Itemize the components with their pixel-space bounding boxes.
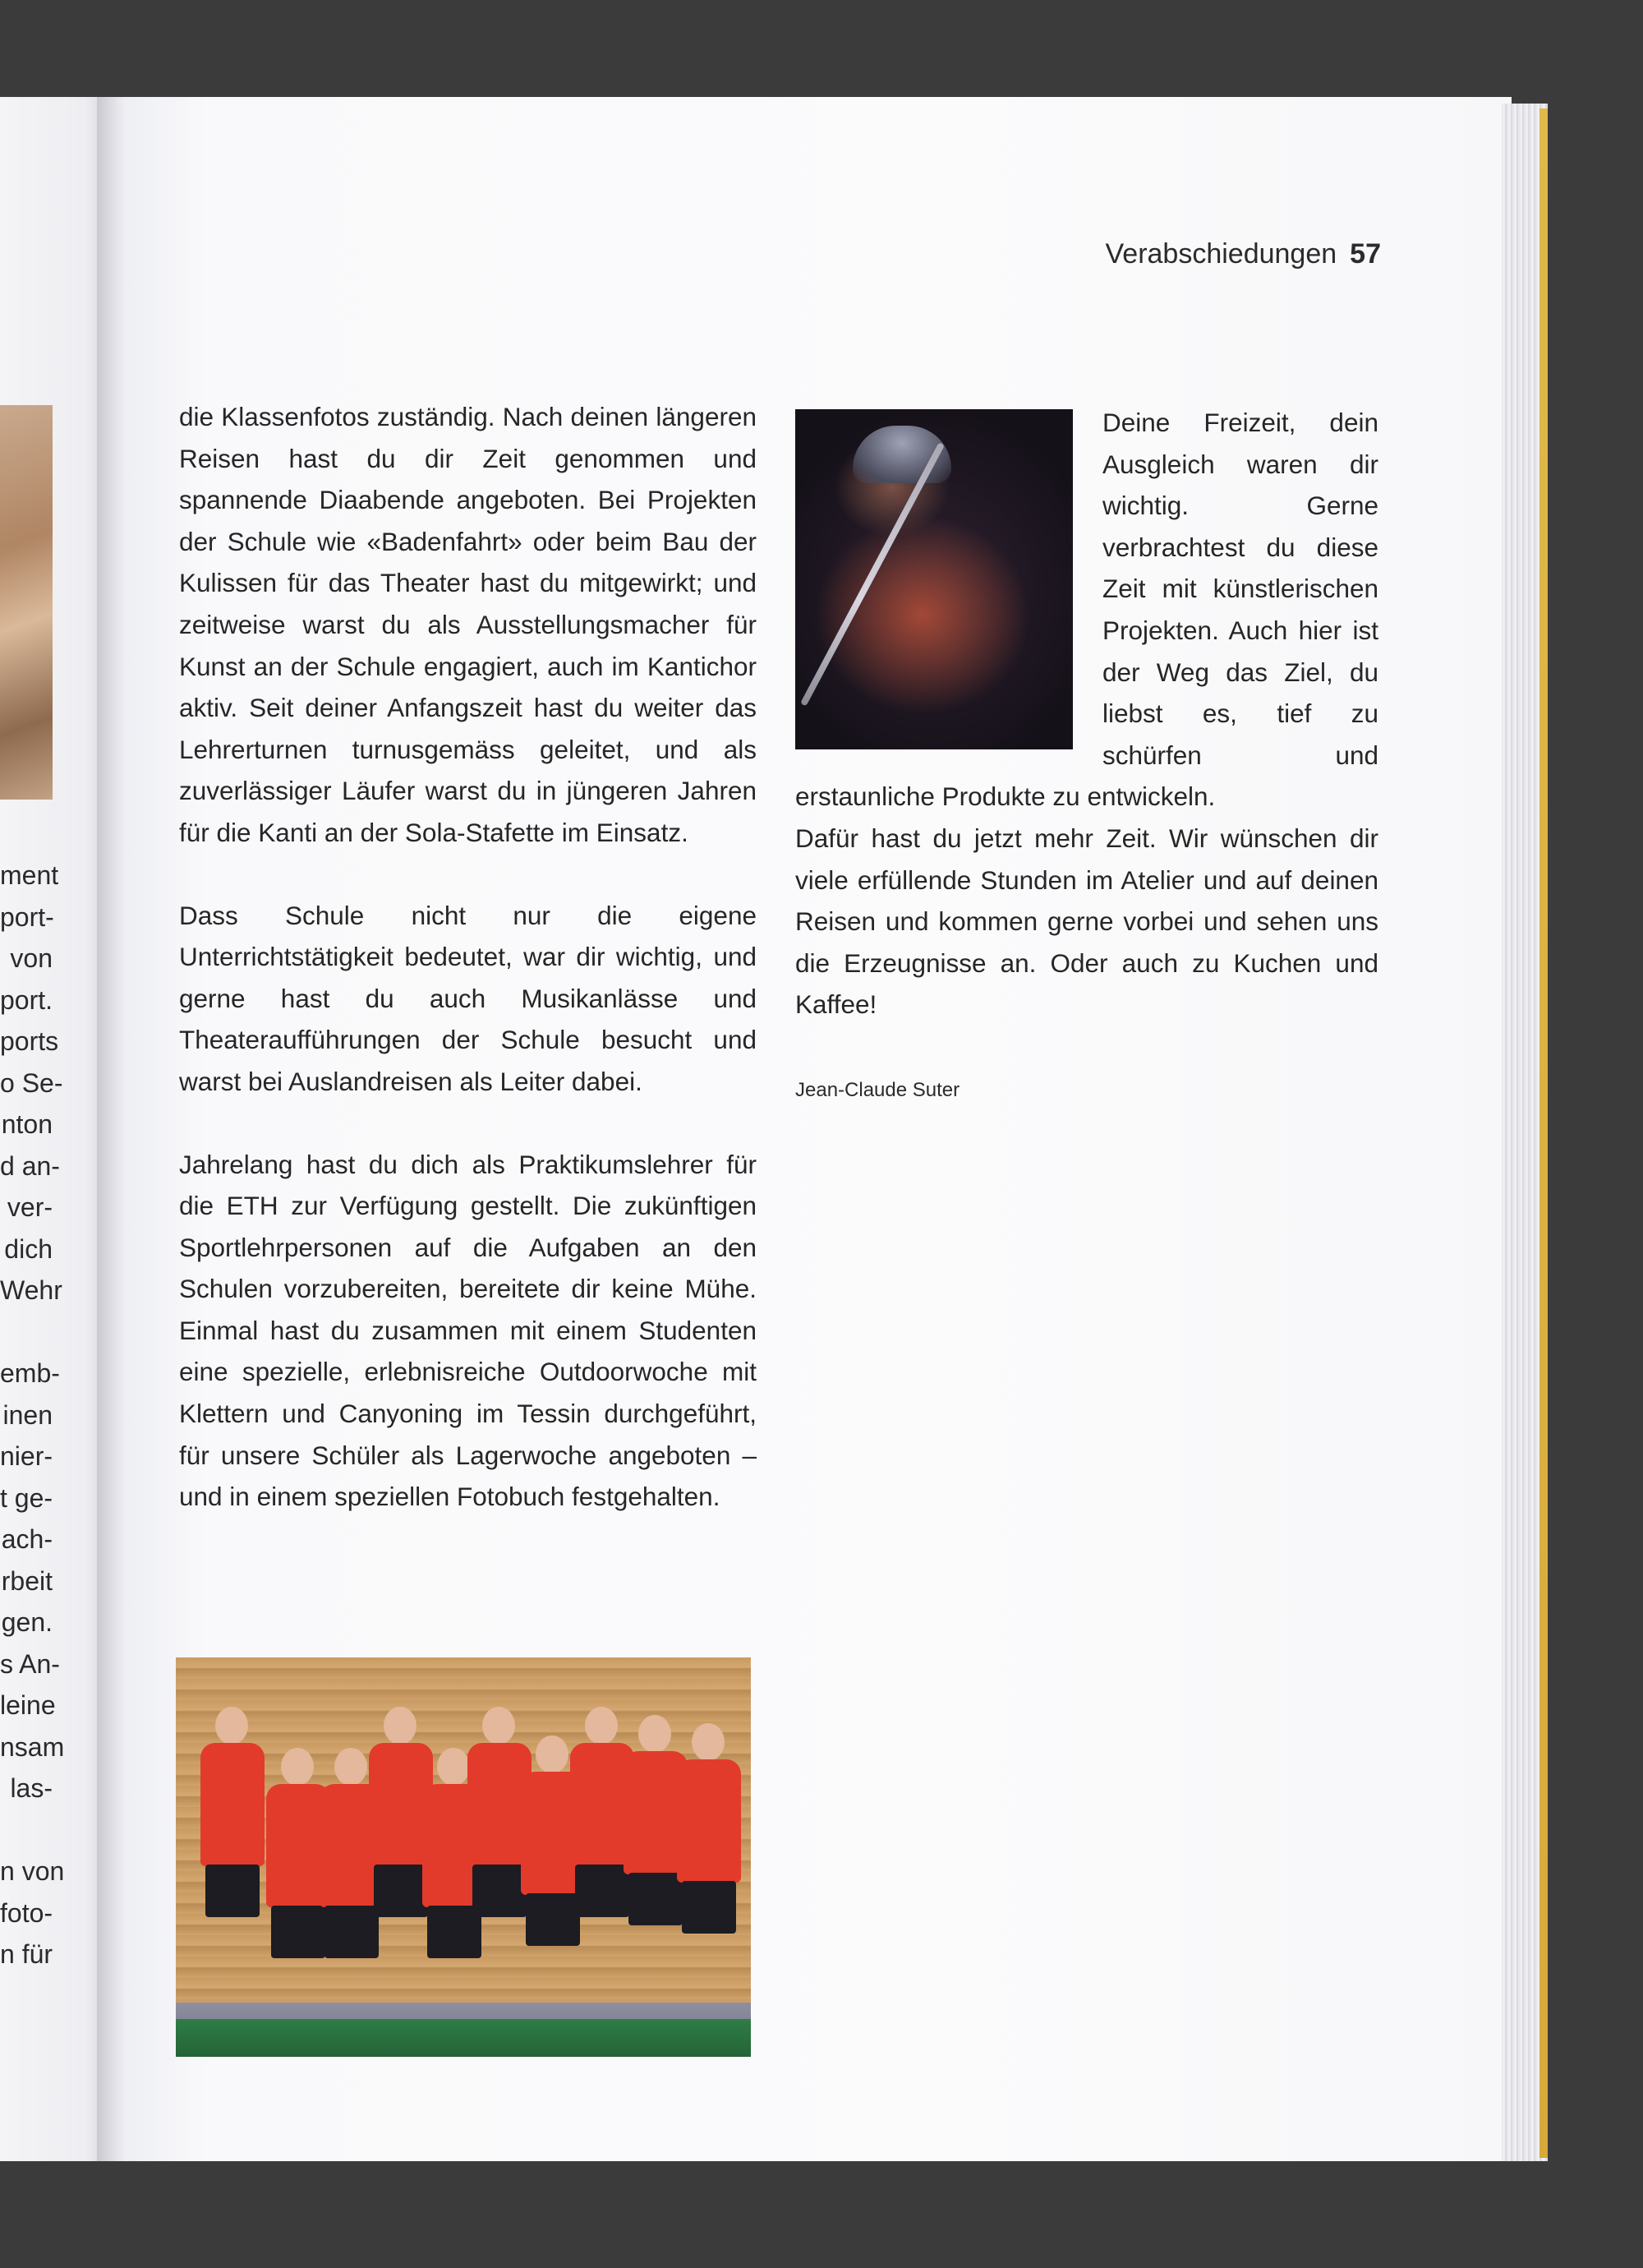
left-column bbox=[179, 396, 757, 1518]
right-column bbox=[795, 402, 1378, 1026]
person-shorts bbox=[324, 1906, 379, 1958]
team-group-photo bbox=[176, 1657, 751, 2057]
running-head bbox=[1081, 238, 1381, 270]
section-title: Verabschiedungen bbox=[1105, 238, 1337, 270]
person-head bbox=[215, 1707, 248, 1745]
person-jersey bbox=[677, 1759, 741, 1883]
person-head bbox=[585, 1707, 618, 1745]
person-head bbox=[437, 1748, 470, 1786]
left-page-fragment: foto- bbox=[0, 1897, 53, 1928]
paragraph: Jahrelang hast du dich als Praktikumslehrer für die ETH zur Verfügung gestellt. Die zukünftigen Sportlehrpersonen auf die Aufgaben an den Schulen vorzubereiten, bereitete dir keine Mühe. Einmal hast du zusammen mit einem Studenten eine spezielle, erlebnisreiche Outdoorwoche mit Klettern und Canyoning im Tessin durchgeführt, für unsere Schüler als Lagerwoche angeboten – und in einem speziellen Fotobuch festgehalten. bbox=[179, 1149, 757, 1512]
left-page-fragment bbox=[0, 1809, 53, 1851]
left-page-fragment: emb- bbox=[0, 1358, 60, 1388]
violinist-photo bbox=[795, 409, 1073, 749]
page-edge-highlight bbox=[1539, 108, 1548, 2158]
author-signature: Jean-Claude Suter bbox=[795, 1079, 960, 1101]
person-head bbox=[536, 1736, 568, 1773]
person-shorts bbox=[682, 1881, 736, 1934]
paragraph: Dafür hast du jetzt mehr Zeit. Wir wünschen dir viele erfüllende Stunden im Atelier und auf deinen Reisen und kommen gerne vorbei und sehen uns die Erzeugnisse an. Oder auch zu Kuchen und Kaffee! bbox=[795, 823, 1378, 1020]
person-head bbox=[692, 1723, 725, 1761]
left-page-fragment: ver- bbox=[7, 1192, 53, 1222]
left-page-fragment: s An- bbox=[0, 1648, 60, 1679]
paragraph: Dass Schule nicht nur die eigene Unterrichtstätigkeit bedeutet, war dir wichtig, und gerne hast du auch Musikanlässe und Theateraufführungen der Schule besucht und warst bei Auslandreisen als Leiter dabei. bbox=[179, 900, 757, 1096]
person-head bbox=[638, 1715, 671, 1753]
left-page-fragment: n von bbox=[0, 1856, 65, 1886]
person-jersey bbox=[200, 1743, 265, 1866]
left-page-fragment: las- bbox=[10, 1773, 53, 1803]
left-page-fragment: o Se- bbox=[0, 1067, 63, 1098]
person-head bbox=[384, 1707, 417, 1745]
paragraph: die Klassenfotos zuständig. Nach deinen längeren Reisen hast du dir Zeit genommen und spannende Diaabende angeboten. Bei Projekten der Schule wie «Badenfahrt» oder beim Bau der Kulissen für das Theater hast du mitgewirkt; und zeitweise warst du als Ausstellungsmacher für Kunst an der Schule engagiert, auch im Kantichor aktiv. Seit deiner Anfangszeit hast du weiter das Lehrerturnen turnusgemäss geleitet, und als zuverlässiger Läufer warst du in jüngeren Jahren für die Kanti an der Sola-Stafette im Einsatz. bbox=[179, 402, 757, 847]
left-page-fragment: ports bbox=[0, 1026, 59, 1056]
left-page-text-fragments bbox=[0, 855, 65, 1975]
paragraph: Deine Freizeit, dein Ausgleich waren dir wichtig. Gerne verbrachtest du diese Zeit mit künstlerischen Projekten. Auch hier ist der Weg das Ziel, du liebst es, tief zu schürfen und erstaunliche Produkte zu entwickeln. bbox=[795, 408, 1378, 812]
page-number: 57 bbox=[1350, 238, 1381, 270]
left-page-fragment: rbeit bbox=[1, 1565, 53, 1596]
person-shorts bbox=[575, 1865, 629, 1917]
left-page-fragment: t ge- bbox=[0, 1482, 53, 1513]
left-page-fragment bbox=[0, 1311, 53, 1353]
left-page-fragment: port- bbox=[0, 901, 54, 932]
left-page-photo-fragment bbox=[0, 405, 53, 800]
left-page-fragment: ment bbox=[0, 860, 59, 890]
person-shorts bbox=[271, 1906, 325, 1958]
left-page-fragment: port. bbox=[0, 984, 53, 1015]
person-head bbox=[482, 1707, 515, 1745]
left-page-fragment: n für bbox=[0, 1939, 53, 1969]
left-page-fragment: Wehr bbox=[0, 1275, 62, 1305]
person-shorts bbox=[526, 1893, 580, 1946]
person-shorts bbox=[374, 1865, 428, 1917]
left-page-fragment: d an- bbox=[0, 1150, 60, 1181]
left-page-fragment: gen. bbox=[1, 1607, 53, 1637]
person-shorts bbox=[472, 1865, 527, 1917]
left-page-fragment: nton bbox=[1, 1109, 53, 1139]
person-head bbox=[281, 1748, 314, 1786]
left-page-fragment: ach- bbox=[1, 1524, 53, 1554]
photo-floor-mat bbox=[176, 2019, 751, 2057]
left-page-fragment: von bbox=[10, 943, 53, 973]
person-shorts bbox=[205, 1865, 260, 1917]
left-page-fragment: leine bbox=[0, 1690, 56, 1720]
left-page-fragment: nier- bbox=[0, 1441, 53, 1471]
person-shorts bbox=[628, 1873, 683, 1925]
left-page-fragment: dich bbox=[4, 1233, 53, 1264]
left-page-edge bbox=[0, 97, 107, 2161]
person-head bbox=[334, 1748, 367, 1786]
left-page-fragment: inen bbox=[2, 1399, 53, 1430]
left-page-fragment: nsam bbox=[0, 1731, 65, 1762]
